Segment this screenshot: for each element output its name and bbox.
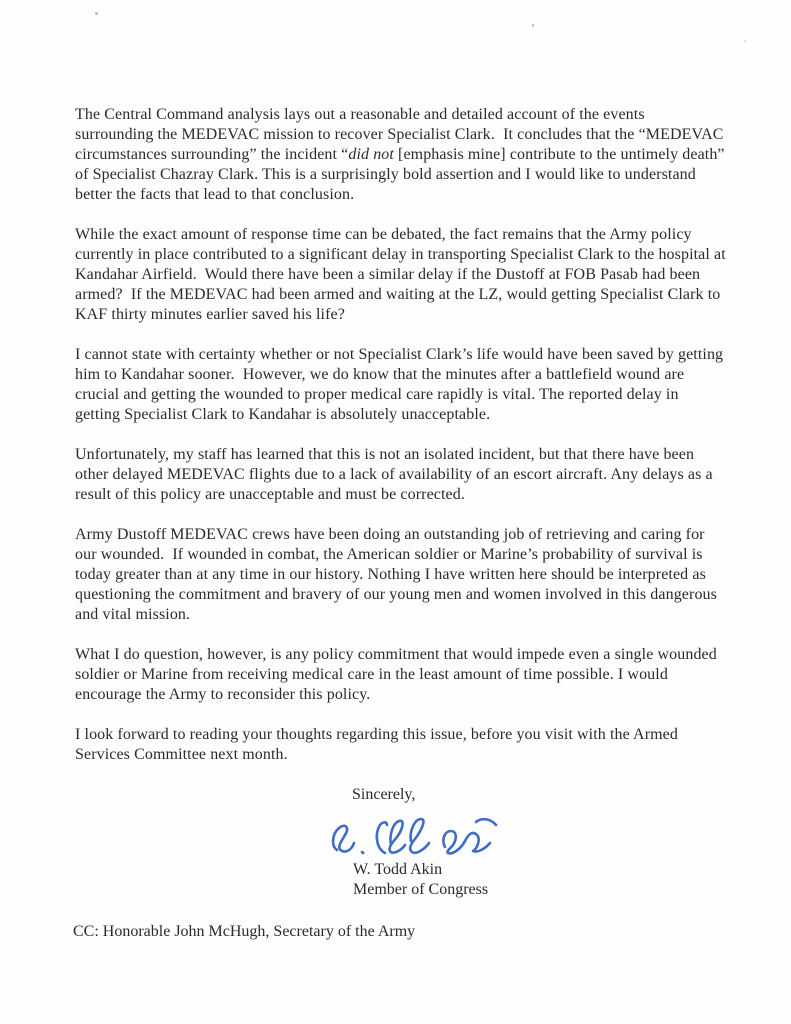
signer-name: W. Todd Akin — [353, 861, 443, 878]
closing-salutation: Sincerely, — [352, 786, 416, 803]
scan-speck — [95, 12, 98, 15]
paragraph-central-command — [75, 105, 727, 205]
paragraph-response-time: While the exact amount of response time can be debated, the fact remains that the Army policy currently in place contributed to a significant delay in transporting Specialist Clark to the hospital at Kandahar Airfield. Would there have been a similar delay if the Dustoff at FOB Pasab had been armed? If the MEDEVAC had been armed and waiting at the LZ, would getting Specialist Clark to KAF thirty minutes earlier saved his life? — [75, 226, 730, 323]
paragraph-look-forward: I look forward to reading your thoughts regarding this issue, before you visit with the Armed Services Committee next month. — [75, 726, 683, 763]
scan-speck — [532, 24, 534, 27]
letter-body — [73, 105, 730, 942]
closing-block — [75, 785, 727, 900]
paragraph-policy-question: What I do question, however, is any policy commitment that would impede even a single wounded soldier or Marine from receiving medical care in the least amount of time possible. I would encourage the Army to reconsider this policy. — [75, 646, 721, 703]
emphasized-text: did not — [348, 146, 394, 163]
paragraph-not-isolated: Unfortunately, my staff has learned that this is not an isolated incident, but that there have been other delayed MEDEVAC flights due to a lack of availability of an escort aircraft. Any delays as a result of this policy are unacceptable and must be corrected. — [75, 446, 717, 503]
signer-title: Member of Congress — [353, 881, 489, 898]
paragraph-text: The Central Command analysis lays out a reasonable and detailed account of the events surrounding the MEDEVAC mission to recover Specialist Clark. It concludes that the “MEDEVAC circumstances surrounding” the incident “ — [75, 106, 728, 163]
cc-line: CC: Honorable John McHugh, Secretary of the Army — [73, 923, 416, 940]
scan-speck — [744, 40, 746, 42]
paragraph-text: [emphasis mine] contribute to the untimely death” of Specialist Chazray Clark. This is a surprisingly bold assertion and I would like to understand better the facts that lead to that conclusion. — [75, 146, 729, 203]
handwritten-signature — [327, 812, 527, 860]
paragraph-dustoff-crews: Army Dustoff MEDEVAC crews have been doing an outstanding job of retrieving and caring for our wounded. If wounded in combat, the American soldier or Marine’s probability of survival is today greater than at any time in our history. Nothing I have written here should be interpreted as questioning the commitment and bravery of our young men and women involved in this dangerous and vital mission. — [75, 526, 722, 623]
paragraph-certainty: I cannot state with certainty whether or not Specialist Clark’s life would have been saved by getting him to Kandahar sooner. However, we do know that the minutes after a battlefield wound are crucial and getting the wounded to proper medical care rapidly is vital. The reported delay in getting Specialist Clark to Kandahar is absolutely unacceptable. — [75, 346, 728, 423]
